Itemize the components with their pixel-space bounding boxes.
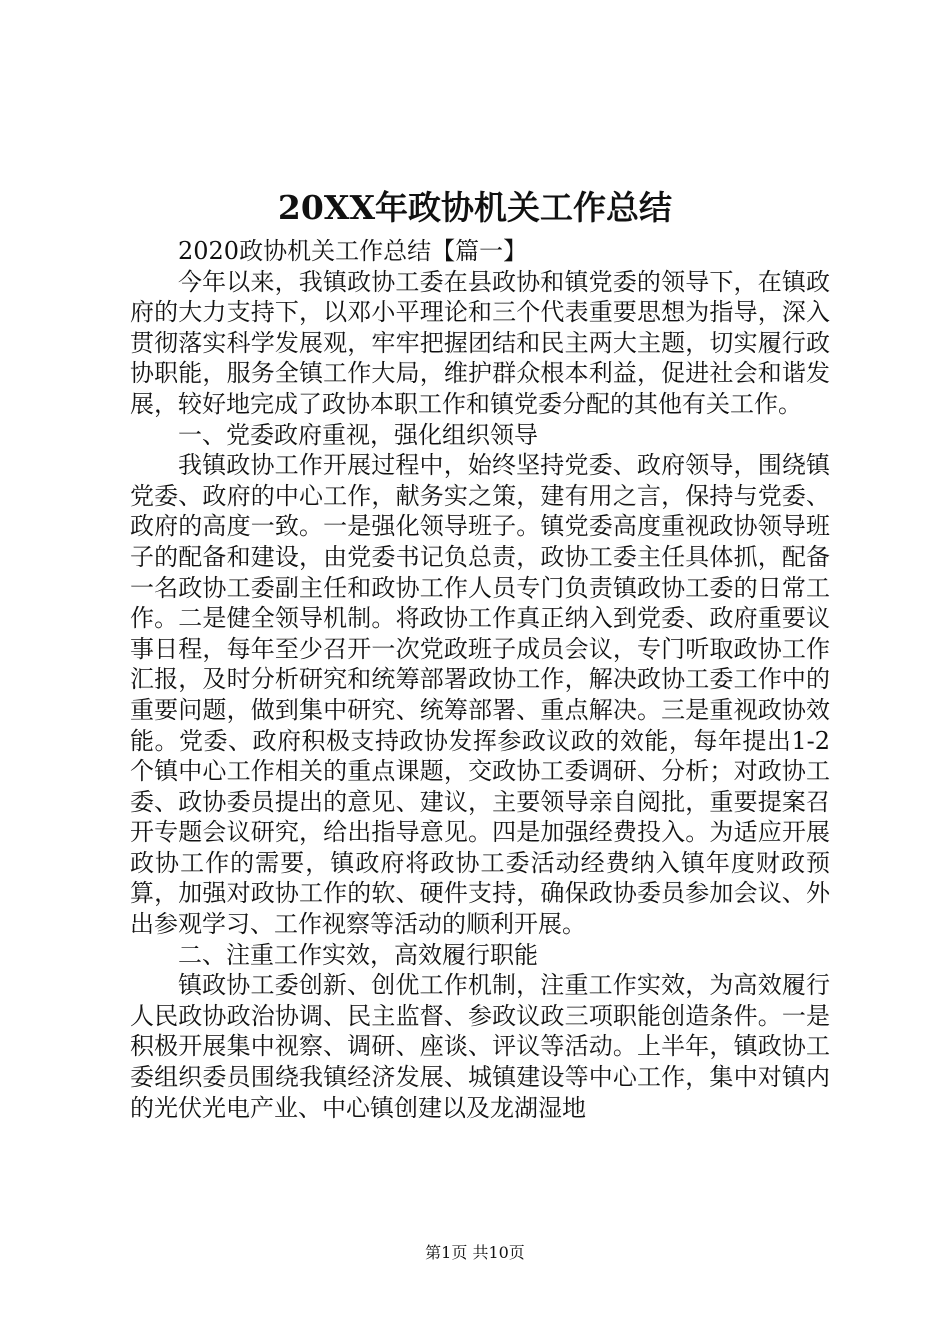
document-subtitle: 2020政协机关工作总结【篇一】 — [178, 237, 528, 265]
section-heading-1: 一、党委政府重视，强化组织领导 — [178, 420, 538, 449]
document-body — [130, 236, 830, 1123]
document-title: 20XX年政协机关工作总结 — [277, 188, 673, 227]
paragraph-section-2: 镇政协工委创新、创优工作机制，注重工作实效，为高效履行人民政协政治协调、民主监督、参政议政三项职能创造条件。一是积极开展集中视察、调研、座谈、评议等活动。上半年，镇政协工委组织委员围绕我镇经济发展、城镇建设等中心工作，集中对镇内的光伏光电产业、中心镇创建以及龙湖湿地 — [130, 971, 830, 1122]
page-footer: 第1页 共10页 — [425, 1243, 525, 1262]
paragraph-section-1: 我镇政协工作开展过程中，始终坚持党委、政府领导，围绕镇党委、政府的中心工作，献务实之策，建有用之言，保持与党委、政府的高度一致。一是强化领导班子。镇党委高度重视政协领导班子的配备和建设，由党委书记负总责，政协工委主任具体抓，配备一名政协工委副主任和政协工作人员专门负责镇政协工委的日常工作。二是健全领导机制。将政协工作真正纳入到党委、政府重要议事日程，每年至少召开一次党政班子成员会议，专门听取政协工作汇报，及时分析研究和统筹部署政协工作，解决政协工委工作中的重要问题，做到集中研究、统筹部署、重点解决。三是重视政协效能。党委、政府积极支持政协发挥参政议政的效能，每年提出1-2个镇中心工作相关的重点课题，交政协工委调研、分析；对政协工委、政协委员提出的意见、建议，主要领导亲自阅批，重要提案召开专题会议研究，给出指导意见。四是加强经费投入。为适应开展政协工作的需要，镇政府将政协工委活动经费纳入镇年度财政预算，加强对政协工作的软、硬件支持，确保政协委员参加会议、外出参观学习、工作视察等活动的顺利开展。 — [130, 451, 830, 939]
paragraph-intro: 今年以来，我镇政协工委在县政协和镇党委的领导下，在镇政府的大力支持下，以邓小平理论和三个代表重要思想为指导，深入贯彻落实科学发展观，牢牢把握团结和民主两大主题，切实履行政协职能，服务全镇工作大局，维护群众根本利益，促进社会和谐发展，较好地完成了政协本职工作和镇党委分配的其他有关工作。 — [130, 267, 830, 418]
section-heading-2: 二、注重工作实效，高效履行职能 — [178, 940, 538, 969]
